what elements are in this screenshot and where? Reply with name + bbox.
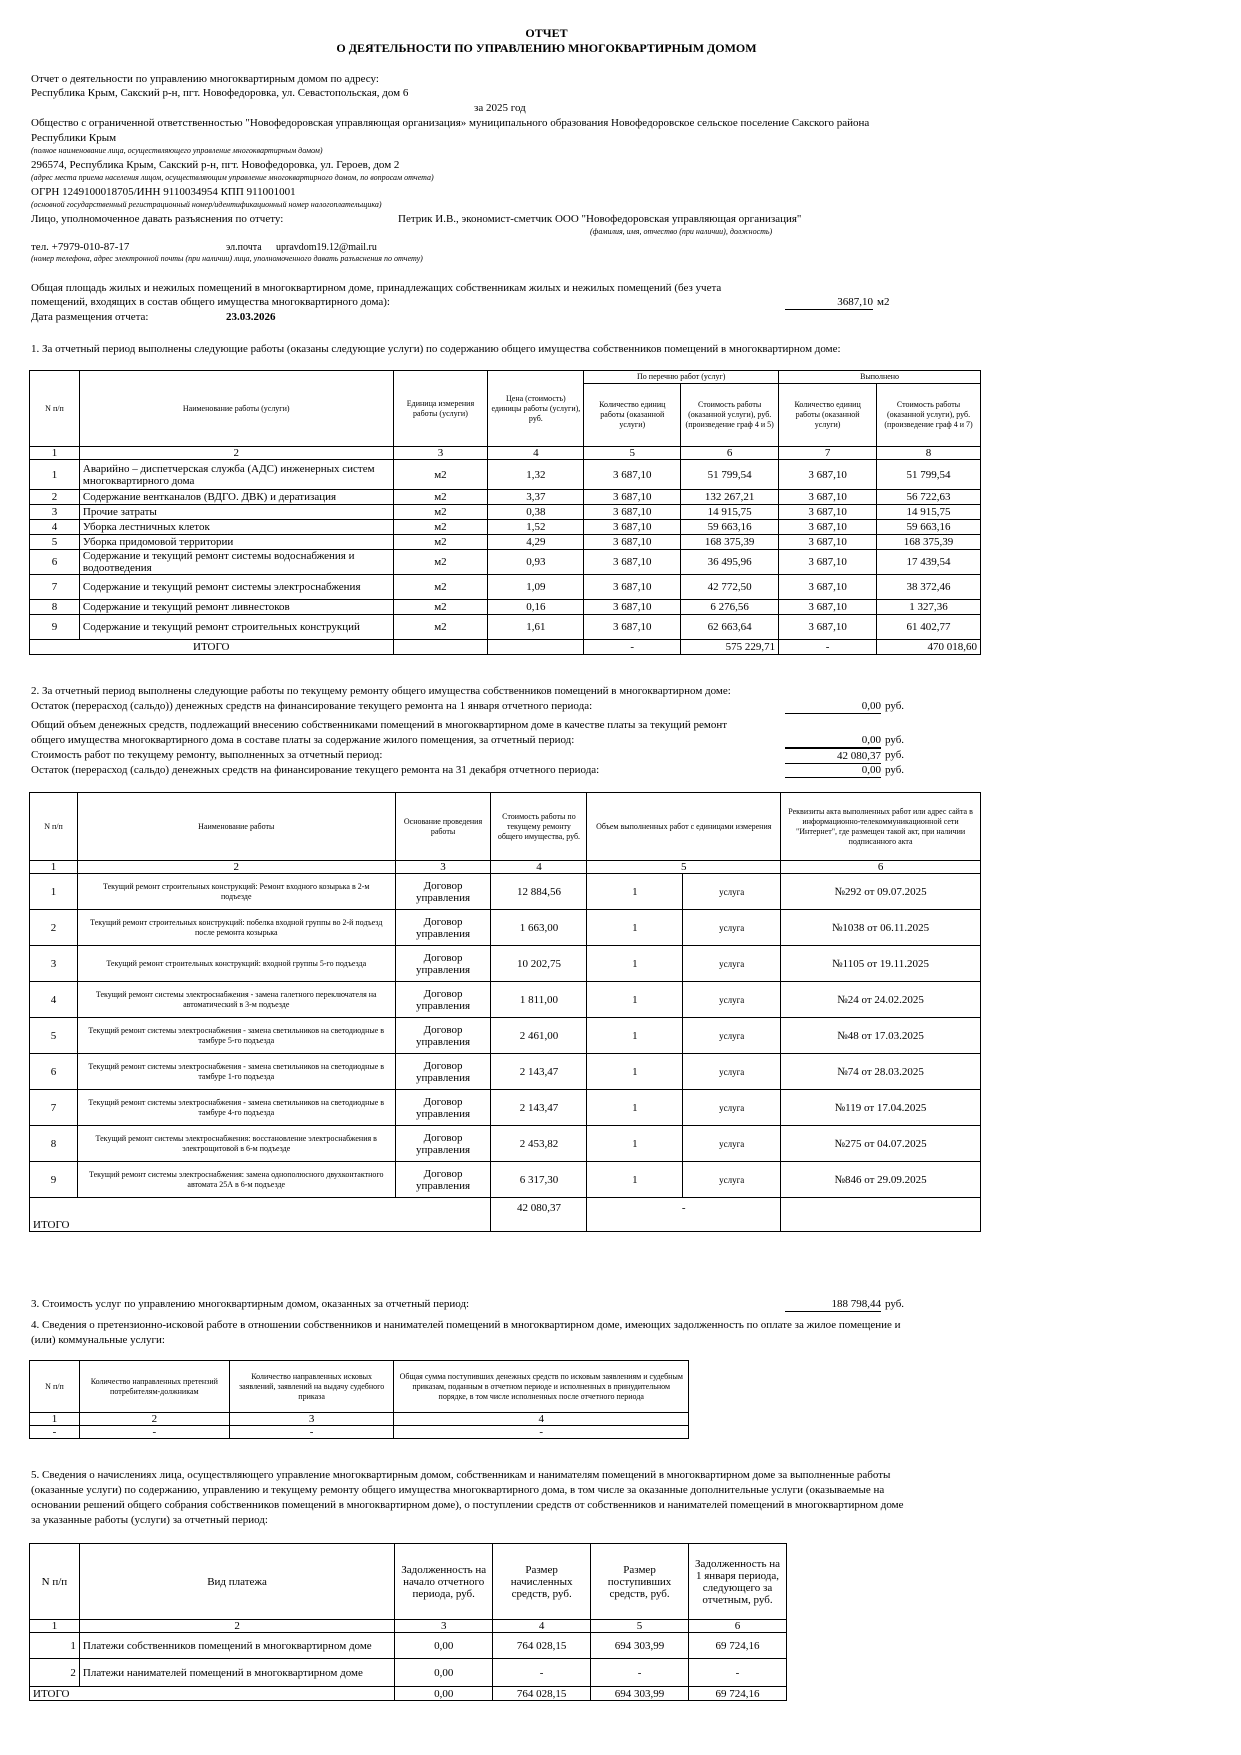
s1-total-qty-done: -: [779, 640, 877, 655]
s2-row-name: Текущий ремонт системы электроснабжения - замена галетного переключателя на автоматический в 3-м подъезде: [77, 982, 395, 1018]
s1-row-name: Содержание и текущий ремонт системы водоснабжения и водоотведения: [79, 550, 393, 575]
s5-rows: [30, 1633, 787, 1687]
s2-col-act: Реквизиты акта выполненных работ или адрес сайта в информационно-телекоммуникационной сети "Интернет", где размещен такой акт, при наличии подписанного акта: [781, 793, 981, 861]
section2-table: [29, 792, 981, 1232]
s2-col-n: N п/п: [30, 793, 78, 861]
s2-row-act: №846 от 29.09.2025: [781, 1162, 981, 1198]
table-row: [30, 615, 981, 640]
s5-col-debt-start: Задолженность на начало отчетного периода, руб.: [395, 1544, 493, 1620]
s1-row-cost: 14 915,75: [681, 505, 779, 520]
section4-heading-2: (или) коммунальные услуги:: [31, 1334, 165, 1346]
s1-row-price: 0,38: [488, 505, 584, 520]
s5-colnum: 6: [689, 1620, 787, 1633]
area-text-1: Общая площадь жилых и нежилых помещений в многоквартирном доме, принадлежащих собственникам жилых и нежилых помещений (без учета: [31, 282, 722, 294]
s1-row-cost: 42 772,50: [681, 575, 779, 600]
s4-col-sum: Общая сумма поступивших денежных средств по исковым заявлениям и судебным приказам, поданным в отчетном периоде и исполненных в принудительном порядке, в том числе исполненных после отчетного периода: [394, 1361, 689, 1413]
org-note: (полное наименование лица, осуществляющего управление многоквартирным домом): [31, 146, 323, 155]
s1-row-qty: 3 687,10: [584, 535, 681, 550]
table-row: [30, 946, 981, 982]
s1-col-qty-done: Количество единиц работы (оказанной услуги): [779, 384, 877, 447]
s5-col-received: Размер поступивших средств, руб.: [591, 1544, 689, 1620]
s3-value: 188 798,44: [785, 1297, 881, 1312]
s1-row-unit: м2: [393, 615, 488, 640]
s4-col-suits: Количество направленных исковых заявлений, заявлений на выдачу судебного приказа: [229, 1361, 394, 1413]
table-row: [30, 982, 981, 1018]
s2-row-name: Текущий ремонт строительных конструкций: побелка входной группы во 2-й подъезд после ремонта козырька: [77, 910, 395, 946]
s2-row-n: 6: [30, 1054, 78, 1090]
s2-colnum: 1: [30, 861, 78, 874]
report-title: ОТЧЕТ: [525, 26, 568, 40]
s5-row-debt-start: 0,00: [395, 1633, 493, 1659]
s2-row-qty: 1: [587, 1126, 683, 1162]
table-row: [30, 490, 981, 505]
email-label: эл.почта: [226, 242, 262, 253]
s1-row-cost: 168 375,39: [681, 535, 779, 550]
s2-colnum: 5: [587, 861, 781, 874]
s2-balance-start: 0,00: [785, 699, 881, 714]
s1-row-cost-done: 17 439,54: [877, 550, 981, 575]
s2-row-cost: 10 202,75: [491, 946, 587, 982]
s2-row-unit: услуга: [683, 1018, 781, 1054]
s1-row-n: 7: [30, 575, 80, 600]
table-row: [30, 600, 981, 615]
s1-total-cost: 575 229,71: [681, 640, 779, 655]
s5-col-type: Вид платежа: [79, 1544, 394, 1620]
s2-row-act: №275 от 04.07.2025: [781, 1126, 981, 1162]
s5-col-n: N п/п: [30, 1544, 80, 1620]
responsible-note: (фамилия, имя, отчество (при наличии), должность): [590, 227, 773, 236]
s2-row-name: Текущий ремонт системы электроснабжения: восстановление электроснабжения в электрощитовой в 6-м подъезде: [77, 1126, 395, 1162]
s2-row-act: №24 от 24.02.2025: [781, 982, 981, 1018]
org-address: 296574, Республика Крым, Сакский р-н, пгт. Новофедоровка, ул. Героев, дом 2: [31, 159, 400, 171]
s1-row-unit: м2: [393, 505, 488, 520]
s1-row-name: Содержание и текущий ремонт строительных конструкций: [79, 615, 393, 640]
s5-total-charged: 764 028,15: [493, 1687, 591, 1701]
s4-colnum: 1: [30, 1413, 80, 1426]
s2-balance-end-label: Остаток (перерасход (сальдо) денежных средств на финансирование текущего ремонта на 31 декабря отчетного периода:: [31, 764, 600, 776]
s2-colnum: 4: [491, 861, 587, 874]
s1-col-cost: Стоимость работы (оказанной услуги), руб. (произведение граф 4 и 5): [681, 384, 779, 447]
report-period: за 2025 год: [474, 102, 526, 114]
s1-rows: [30, 460, 981, 640]
s1-row-cost: 51 799,54: [681, 460, 779, 490]
s1-row-unit: м2: [393, 575, 488, 600]
s1-row-n: 1: [30, 460, 80, 490]
s1-row-qty-done: 3 687,10: [779, 615, 877, 640]
s2-row-basis: Договор управления: [395, 1162, 491, 1198]
table-row: [30, 1090, 981, 1126]
s2-row-qty: 1: [587, 1054, 683, 1090]
s1-row-n: 6: [30, 550, 80, 575]
s2-col-basis: Основание проведения работы: [395, 793, 491, 861]
s2-col-cost: Стоимость работы по текущему ремонту общего имущества, руб.: [491, 793, 587, 861]
s1-row-cost-done: 61 402,77: [877, 615, 981, 640]
s2-total-volume-label-2: общего имущества многоквартирного дома в составе платы за содержание жилого помещения, за отчетный период:: [31, 734, 575, 746]
s5-row-debt-end: -: [689, 1659, 787, 1687]
s5-row-name: Платежи нанимателей помещений в многоквартирном доме: [79, 1659, 394, 1687]
section4-table: [29, 1360, 689, 1439]
responsible-label: Лицо, уполномоченное давать разъяснения по отчету:: [31, 213, 284, 225]
s1-row-cost-done: 1 327,36: [877, 600, 981, 615]
s4-col-claims: Количество направленных претензий потребителям-должникам: [79, 1361, 229, 1413]
house-address: Республика Крым, Сакский р-н, пгт. Новофедоровка, ул. Севастопольская, дом 6: [31, 87, 409, 99]
section4-heading-1: 4. Сведения о претензионно-исковой работе в отношении собственников и нанимателей помещений в многоквартирном доме, имеющих задолженность по оплате за жилое помещение и: [31, 1319, 901, 1331]
ogrn-note: (основной государственный регистрационный номер/идентификационный номер налогоплательщика): [31, 200, 382, 209]
s2-row-cost: 12 884,56: [491, 874, 587, 910]
date-label: Дата размещения отчета:: [31, 311, 149, 323]
table-row: [30, 1162, 981, 1198]
s2-row-name: Текущий ремонт системы электроснабжения - замена светильников на светодиодные в тамбуре 5-го подъезда: [77, 1018, 395, 1054]
s2-total-label: ИТОГО: [30, 1198, 491, 1232]
s2-row-unit: услуга: [683, 1054, 781, 1090]
table-row: [30, 1659, 787, 1687]
s2-row-basis: Договор управления: [395, 1126, 491, 1162]
s2-colnum: 6: [781, 861, 981, 874]
s1-col-n: N п/п: [30, 371, 80, 447]
table-row: [30, 505, 981, 520]
s1-row-n: 4: [30, 520, 80, 535]
s2-total-volume: 0,00: [785, 733, 881, 748]
s2-row-unit: услуга: [683, 1090, 781, 1126]
s1-row-name: Содержание вентканалов (ВДГО. ДВК) и дератизация: [79, 490, 393, 505]
s5-colnum: 5: [591, 1620, 689, 1633]
s2-total-volume-label-1: Общий объем денежных средств, подлежащий внесению собственниками помещений в многоквартирном доме в качестве платы за текущий ремонт: [31, 719, 728, 731]
s5-col-debt-end: Задолженность на 1 января периода, следующего за отчетным, руб.: [689, 1544, 787, 1620]
section5-heading-1: 5. Сведения о начислениях лица, осуществляющего управление многоквартирным домом, собственникам и нанимателям помещений в многоквартирном доме за выполненные работы: [31, 1469, 891, 1481]
s1-colnum: 5: [584, 447, 681, 460]
s5-row-charged: 764 028,15: [493, 1633, 591, 1659]
currency: руб.: [885, 1298, 905, 1310]
s1-row-qty-done: 3 687,10: [779, 505, 877, 520]
s2-row-cost: 1 811,00: [491, 982, 587, 1018]
s2-total-cost: 42 080,37: [491, 1198, 587, 1232]
section5-heading-4: за указанные работы (услуги) за отчетный период:: [31, 1514, 268, 1526]
s2-row-name: Текущий ремонт системы электроснабжения: замена однополюсного двухконтактного автомата 25А в 6-м подъезде: [77, 1162, 395, 1198]
s2-row-basis: Договор управления: [395, 874, 491, 910]
s2-row-act: №1105 от 19.11.2025: [781, 946, 981, 982]
s1-row-name: Аварийно – диспетчерская служба (АДС) инженерных систем многоквартирного дома: [79, 460, 393, 490]
s4-col-n: N п/п: [30, 1361, 80, 1413]
s2-row-n: 1: [30, 874, 78, 910]
table-row: [30, 1633, 787, 1659]
s1-row-qty-done: 3 687,10: [779, 490, 877, 505]
table-row: [30, 874, 981, 910]
s1-row-qty-done: 3 687,10: [779, 575, 877, 600]
s1-row-unit: м2: [393, 490, 488, 505]
table-row: [30, 575, 981, 600]
s1-row-cost: 62 663,64: [681, 615, 779, 640]
s2-balance-end: 0,00: [785, 763, 881, 778]
report-subtitle: О ДЕЯТЕЛЬНОСТИ ПО УПРАВЛЕНИЮ МНОГОКВАРТИРНЫМ ДОМОМ: [336, 41, 757, 55]
currency: руб.: [885, 700, 905, 712]
s2-row-act: №292 от 09.07.2025: [781, 874, 981, 910]
s2-row-qty: 1: [587, 1162, 683, 1198]
table-row: [30, 1054, 981, 1090]
s2-row-basis: Договор управления: [395, 1018, 491, 1054]
s2-row-act: №1038 от 06.11.2025: [781, 910, 981, 946]
s1-colnum: 7: [779, 447, 877, 460]
s4-colnum: 3: [229, 1413, 394, 1426]
table-row: [30, 550, 981, 575]
s1-row-qty-done: 3 687,10: [779, 535, 877, 550]
s1-row-cost-done: 38 372,46: [877, 575, 981, 600]
s1-col-cost-done: Стоимость работы (оказанной услуги), руб. (произведение граф 4 и 7): [877, 384, 981, 447]
s2-row-name: Текущий ремонт строительных конструкций: входной группы 5-го подъезда: [77, 946, 395, 982]
s2-row-cost: 1 663,00: [491, 910, 587, 946]
s1-total-empty: [393, 640, 488, 655]
currency: руб.: [885, 749, 905, 761]
s2-row-cost: 2 143,47: [491, 1090, 587, 1126]
s2-col-name: Наименование работы: [77, 793, 395, 861]
s5-colnum: 2: [79, 1620, 394, 1633]
s1-row-qty: 3 687,10: [584, 600, 681, 615]
currency: руб.: [885, 734, 905, 746]
section1-heading: 1. За отчетный период выполнены следующие работы (оказаны следующие услуги) по содержанию общего имущества собственников помещений в многоквартирном доме:: [31, 343, 841, 355]
s1-colnum: 8: [877, 447, 981, 460]
s1-total-label: ИТОГО: [30, 640, 394, 655]
s2-row-name: Текущий ремонт системы электроснабжения - замена светильников на светодиодные в тамбуре 1-го подъезда: [77, 1054, 395, 1090]
s1-row-qty-done: 3 687,10: [779, 600, 877, 615]
s2-row-cost: 2 143,47: [491, 1054, 587, 1090]
s1-row-qty: 3 687,10: [584, 520, 681, 535]
s1-row-cost: 132 267,21: [681, 490, 779, 505]
s1-row-unit: м2: [393, 520, 488, 535]
org-address-note: (адрес места приема населения лицом, осуществляющим управление многоквартирного домом, по вопросам отчета): [31, 173, 434, 182]
section2-heading: 2. За отчетный период выполнены следующие работы по текущему ремонту общего имущества собственников помещений в многоквартирном доме:: [31, 685, 731, 697]
section3-text: 3. Стоимость услуг по управлению многоквартирным домом, оказанных за отчетный период:: [31, 1298, 470, 1310]
responsible-person: Петрик И.В., экономист-сметчик ООО "Новофедоровская управляющая организация": [398, 213, 802, 225]
s1-row-price: 1,32: [488, 460, 584, 490]
s2-colnum: 3: [395, 861, 491, 874]
s2-row-unit: услуга: [683, 982, 781, 1018]
s2-row-qty: 1: [587, 1090, 683, 1126]
s1-row-qty: 3 687,10: [584, 550, 681, 575]
email: upravdom19.12@mail.ru: [276, 242, 377, 253]
s2-row-n: 3: [30, 946, 78, 982]
s1-row-n: 5: [30, 535, 80, 550]
section5-heading-2: (оказанные услуги) по содержанию, управлению и текущему ремонту общего имущества многоквартирного дома, в том числе за оказанные дополнительные услуги (оказываемые на: [31, 1484, 885, 1496]
s2-row-act: №119 от 17.04.2025: [781, 1090, 981, 1126]
s2-row-unit: услуга: [683, 1162, 781, 1198]
table-row: [30, 460, 981, 490]
s5-total-label: ИТОГО: [30, 1687, 395, 1701]
s1-col-unit: Единица измерения работы (услуги): [393, 371, 488, 447]
s4-cell: -: [394, 1426, 689, 1439]
s1-total-qty: -: [584, 640, 681, 655]
s2-row-unit: услуга: [683, 1126, 781, 1162]
s1-row-price: 1,09: [488, 575, 584, 600]
date-value: 23.03.2026: [226, 311, 276, 323]
s2-row-qty: 1: [587, 946, 683, 982]
s1-row-qty: 3 687,10: [584, 505, 681, 520]
s1-row-qty-done: 3 687,10: [779, 550, 877, 575]
s2-repair-cost-label: Стоимость работ по текущему ремонту, выполненных за отчетный период:: [31, 749, 383, 761]
area-unit: м2: [877, 296, 890, 308]
intro-text: Отчет о деятельности по управлению многоквартирным домом по адресу:: [31, 73, 379, 85]
s2-row-cost: 6 317,30: [491, 1162, 587, 1198]
s1-row-cost: 59 663,16: [681, 520, 779, 535]
s1-row-cost-done: 168 375,39: [877, 535, 981, 550]
s4-cell: -: [79, 1426, 229, 1439]
s5-colnum: 3: [395, 1620, 493, 1633]
s1-col-qty: Количество единиц работы (оказанной услуги): [584, 384, 681, 447]
s1-row-name: Уборка лестничных клеток: [79, 520, 393, 535]
s2-col-volume: Объем выполненных работ с единицами измерения: [587, 793, 781, 861]
s2-row-qty: 1: [587, 910, 683, 946]
s2-total-qty: -: [587, 1198, 781, 1232]
s2-row-cost: 2 461,00: [491, 1018, 587, 1054]
s2-row-qty: 1: [587, 1018, 683, 1054]
s5-row-debt-end: 69 724,16: [689, 1633, 787, 1659]
s1-row-name: Содержание и текущий ремонт ливнестоков: [79, 600, 393, 615]
s1-row-unit: м2: [393, 535, 488, 550]
s5-total-received: 694 303,99: [591, 1687, 689, 1701]
table-row: [30, 1018, 981, 1054]
s1-row-qty-done: 3 687,10: [779, 520, 877, 535]
s1-row-cost-done: 59 663,16: [877, 520, 981, 535]
s5-row-n: 2: [30, 1659, 80, 1687]
s4-cell: -: [30, 1426, 80, 1439]
s1-colnum: 3: [393, 447, 488, 460]
s2-total-empty: [781, 1198, 981, 1232]
phone: тел. +7979-010-87-17: [31, 241, 130, 253]
s5-row-name: Платежи собственников помещений в многоквартирном доме: [79, 1633, 394, 1659]
s1-row-cost: 6 276,56: [681, 600, 779, 615]
s2-row-basis: Договор управления: [395, 1054, 491, 1090]
s1-row-qty: 3 687,10: [584, 575, 681, 600]
s2-row-act: №48 от 17.03.2025: [781, 1018, 981, 1054]
s2-repair-cost: 42 080,37: [785, 748, 881, 764]
s1-colnum: 1: [30, 447, 80, 460]
s5-row-n: 1: [30, 1633, 80, 1659]
s5-row-received: -: [591, 1659, 689, 1687]
s1-row-unit: м2: [393, 600, 488, 615]
s2-row-n: 9: [30, 1162, 78, 1198]
s2-balance-start-label: Остаток (перерасход (сальдо)) денежных средств на финансирование текущего ремонта на 1 января отчетного периода:: [31, 700, 593, 712]
s1-row-unit: м2: [393, 460, 488, 490]
s2-row-unit: услуга: [683, 946, 781, 982]
org-name-line1: Общество с ограниченной ответственностью "Новофедоровская управляющая организация» муниципального образования Новофедоровское сельское поселение Сакского района: [31, 117, 870, 129]
s1-row-unit: м2: [393, 550, 488, 575]
s2-row-n: 8: [30, 1126, 78, 1162]
s2-row-unit: услуга: [683, 874, 781, 910]
ogrn-inn: ОГРН 1249100018705/ИНН 9110034954 КПП 911001001: [31, 186, 296, 198]
s1-row-cost-done: 51 799,54: [877, 460, 981, 490]
s2-row-basis: Договор управления: [395, 1090, 491, 1126]
s2-row-n: 2: [30, 910, 78, 946]
contact-note: (номер телефона, адрес электронной почты (при наличии) лица, уполномоченного давать разъяснения по отчету): [31, 254, 423, 263]
s2-row-basis: Договор управления: [395, 946, 491, 982]
s1-row-n: 9: [30, 615, 80, 640]
s2-row-unit: услуга: [683, 910, 781, 946]
s5-total-debt-end: 69 724,16: [689, 1687, 787, 1701]
s1-row-name: Прочие затраты: [79, 505, 393, 520]
s1-colnum: 4: [488, 447, 584, 460]
s2-row-act: №74 от 28.03.2025: [781, 1054, 981, 1090]
s4-colnum: 4: [394, 1413, 689, 1426]
s2-row-cost: 2 453,82: [491, 1126, 587, 1162]
area-value: 3687,10: [785, 295, 873, 310]
s1-row-price: 0,93: [488, 550, 584, 575]
table-row: [30, 535, 981, 550]
s1-row-cost-done: 14 915,75: [877, 505, 981, 520]
area-text-2: помещений, входящих в состав общего имущества многоквартирного дома):: [31, 296, 390, 308]
s4-cell: -: [229, 1426, 394, 1439]
s5-colnum: 4: [493, 1620, 591, 1633]
s1-col-price: Цена (стоимость) единицы работы (услуги), руб.: [488, 371, 584, 447]
s1-row-n: 2: [30, 490, 80, 505]
s2-row-basis: Договор управления: [395, 982, 491, 1018]
s5-row-debt-start: 0,00: [395, 1659, 493, 1687]
s2-row-name: Текущий ремонт строительных конструкций: Ремонт входного козырька в 2-м подъезде: [77, 874, 395, 910]
table-row: [30, 1126, 981, 1162]
s1-group-done: Выполнено: [779, 371, 981, 384]
s1-colnum: 6: [681, 447, 779, 460]
s2-row-qty: 1: [587, 874, 683, 910]
s2-rows: [30, 874, 981, 1198]
s1-row-price: 3,37: [488, 490, 584, 505]
table-row: [30, 520, 981, 535]
s2-row-n: 7: [30, 1090, 78, 1126]
s5-total-debt-start: 0,00: [395, 1687, 493, 1701]
s1-colnum: 2: [79, 447, 393, 460]
s2-row-n: 5: [30, 1018, 78, 1054]
s2-row-name: Текущий ремонт системы электроснабжения - замена светильников на светодиодные в тамбуре 4-го подъезда: [77, 1090, 395, 1126]
org-name-line2: Республики Крым: [31, 132, 117, 144]
s1-row-n: 3: [30, 505, 80, 520]
currency: руб.: [885, 764, 905, 776]
s1-row-name: Содержание и текущий ремонт системы электроснабжения: [79, 575, 393, 600]
s5-row-charged: -: [493, 1659, 591, 1687]
s1-row-price: 4,29: [488, 535, 584, 550]
s1-row-n: 8: [30, 600, 80, 615]
s1-row-cost-done: 56 722,63: [877, 490, 981, 505]
s2-colnum: 2: [77, 861, 395, 874]
s1-row-name: Уборка придомовой территории: [79, 535, 393, 550]
s1-row-qty: 3 687,10: [584, 615, 681, 640]
table-row: [30, 910, 981, 946]
s1-row-cost: 36 495,96: [681, 550, 779, 575]
s2-row-qty: 1: [587, 982, 683, 1018]
section1-table: [29, 370, 981, 655]
s1-total-cost-done: 470 018,60: [877, 640, 981, 655]
s1-row-price: 1,61: [488, 615, 584, 640]
s1-row-price: 0,16: [488, 600, 584, 615]
s5-col-charged: Размер начисленных средств, руб.: [493, 1544, 591, 1620]
s2-row-basis: Договор управления: [395, 910, 491, 946]
s1-row-price: 1,52: [488, 520, 584, 535]
s1-row-qty-done: 3 687,10: [779, 460, 877, 490]
section5-table: [29, 1543, 787, 1701]
s1-total-empty: [488, 640, 584, 655]
s5-colnum: 1: [30, 1620, 80, 1633]
s4-colnum: 2: [79, 1413, 229, 1426]
section5-heading-3: основании решений общего собрания собственников помещений в многоквартирном доме), о поступлении средств от собственников и нанимателей помещений в многоквартирном доме: [31, 1499, 904, 1511]
s1-group-plan: По перечню работ (услуг): [584, 371, 779, 384]
s1-row-qty: 3 687,10: [584, 460, 681, 490]
s1-row-qty: 3 687,10: [584, 490, 681, 505]
s5-row-received: 694 303,99: [591, 1633, 689, 1659]
s2-row-n: 4: [30, 982, 78, 1018]
s1-col-name: Наименование работы (услуги): [79, 371, 393, 447]
